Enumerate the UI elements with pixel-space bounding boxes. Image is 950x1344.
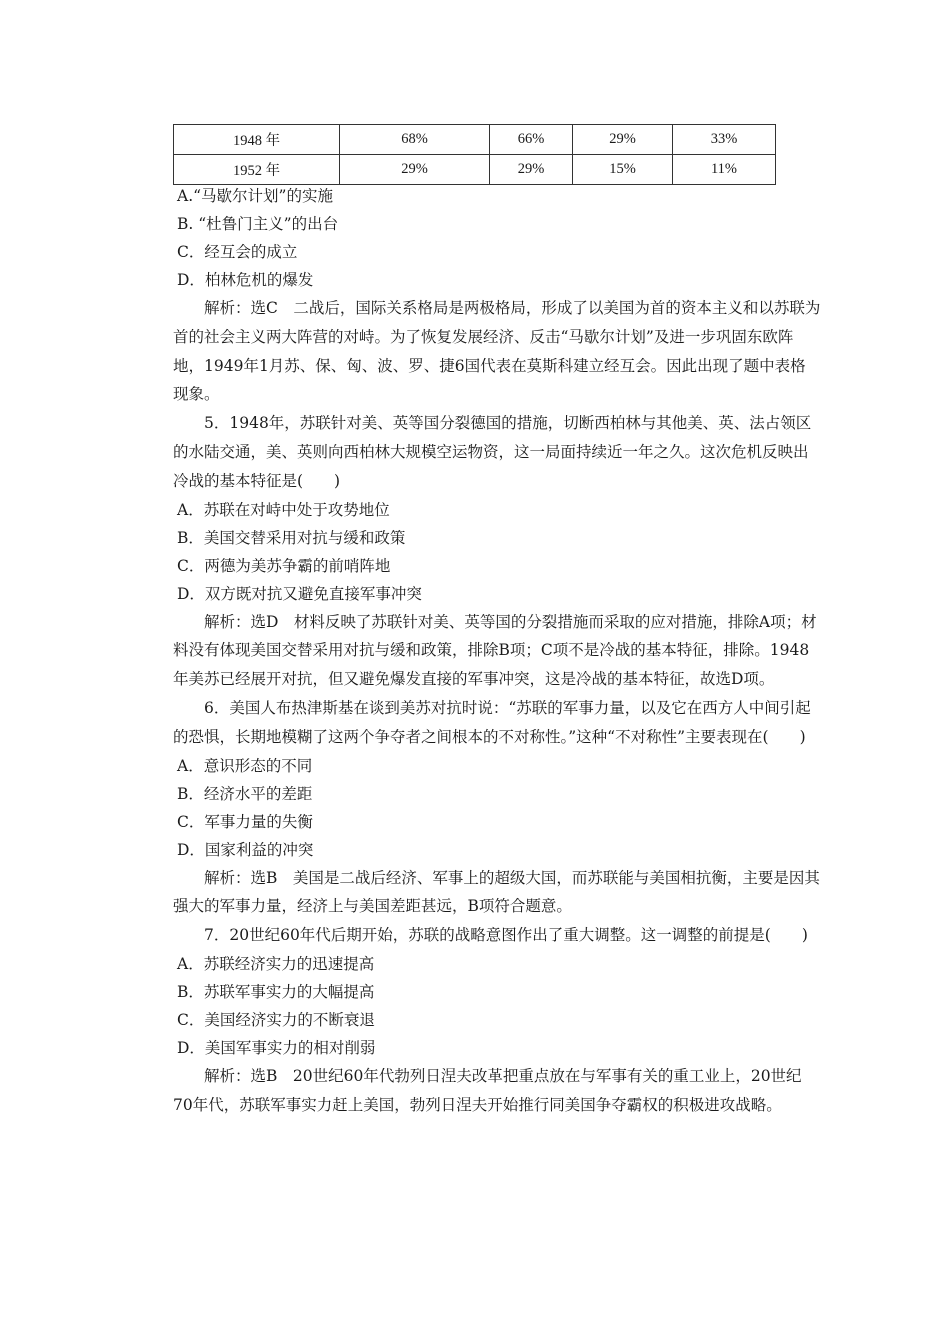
q4-analysis: 解析：选C 二战后，国际关系格局是两极格局，形成了以美国为首的资本主义和以苏联为首的社会主义两大阵营的对峙。为了恢复发展经济、反击“马歇尔计划”及进一步巩固东欧阵地，1949年1月苏、保、匈、波、罗、捷6国代表在莫斯科建立经互会。因此出现了题中表格现象。 [173, 299, 821, 404]
table-cell: 33% [673, 125, 776, 155]
q6-stem: 6．美国人布热津斯基在谈到美苏对抗时说：“苏联的军事力量，以及它在西方人中间引起的恐惧，长期地模糊了这两个争夺者之间根本的不对称性。”这种“不对称性”主要表现在( ) [173, 698, 811, 746]
q5-stem: 5．1948年，苏联针对美、英等国分裂德国的措施，切断西柏林与其他美、英、法占领区的水陆交通，美、英则向西柏林大规模空运物资，这一局面持续近一年之久。这次危机反映出冷战的基本特征是( ) [173, 414, 812, 490]
table-cell: 29% [490, 155, 573, 185]
q5-analysis: 解析：选D 材料反映了苏联针对美、英等国的分裂措施而采取的应对措施，排除A项；材料没有体现美国交替采用对抗与缓和政策，排除B项；C项不是冷战的基本特征，排除。1948年美苏已经展开对抗，但又避免爆发直接的军事冲突，这是冷战的基本特征，故选D项。 [173, 612, 817, 689]
data-table [173, 124, 776, 185]
q7-option-a: A．苏联经济实力的迅速提高 [177, 954, 375, 973]
q5-option-a: A．苏联在对峙中处于攻势地位 [177, 500, 390, 519]
q4-option-a: A.“马歇尔计划”的实施 [177, 187, 333, 205]
q6-option-d: D．国家利益的冲突 [177, 840, 314, 859]
table-cell: 11% [673, 155, 776, 185]
q5-option-b: B．美国交替采用对抗与缓和政策 [177, 528, 406, 547]
q7-option-d: D．美国军事实力的相对削弱 [177, 1038, 376, 1057]
q4-option-b: B. “杜鲁门主义”的出台 [177, 215, 339, 233]
q6-option-a: A．意识形态的不同 [177, 756, 313, 775]
table-cell: 68% [340, 125, 490, 155]
table-cell: 29% [340, 155, 490, 185]
q6-option-b: B．经济水平的差距 [177, 784, 313, 803]
q6-analysis: 解析：选B 美国是二战后经济、军事上的超级大国，而苏联能与美国相抗衡，主要是因其强大的军事力量，经济上与美国差距甚远，B项符合题意。 [173, 868, 820, 916]
q4-option-c: C．经互会的成立 [177, 243, 298, 261]
q7-stem: 7．20世纪60年代后期开始，苏联的战略意图作出了重大调整。这一调整的前提是( ) [204, 926, 808, 945]
q7-option-b: B．苏联军事实力的大幅提高 [177, 982, 375, 1001]
table-cell: 66% [490, 125, 573, 155]
q7-analysis: 解析：选B 20世纪60年代勃列日涅夫改革把重点放在与军事有关的重工业上，20世纪70年代，苏联军事实力赶上美国，勃列日涅夫开始推行同美国争夺霸权的积极进攻战略。 [173, 1066, 802, 1114]
q5-option-d: D．双方既对抗又避免直接军事冲突 [177, 584, 422, 603]
q5-option-c: C．两德为美苏争霸的前哨阵地 [177, 556, 391, 575]
q7-option-c: C．美国经济实力的不断衰退 [177, 1010, 375, 1029]
table-row [174, 125, 776, 155]
table-cell: 29% [573, 125, 673, 155]
table-cell: 1948 年 [174, 125, 340, 155]
q6-option-c: C．军事力量的失衡 [177, 812, 313, 831]
table-cell: 15% [573, 155, 673, 185]
q4-option-d: D．柏林危机的爆发 [177, 271, 314, 289]
table-cell: 1952 年 [174, 155, 340, 185]
document-body [173, 182, 821, 1120]
table-row [174, 155, 776, 185]
